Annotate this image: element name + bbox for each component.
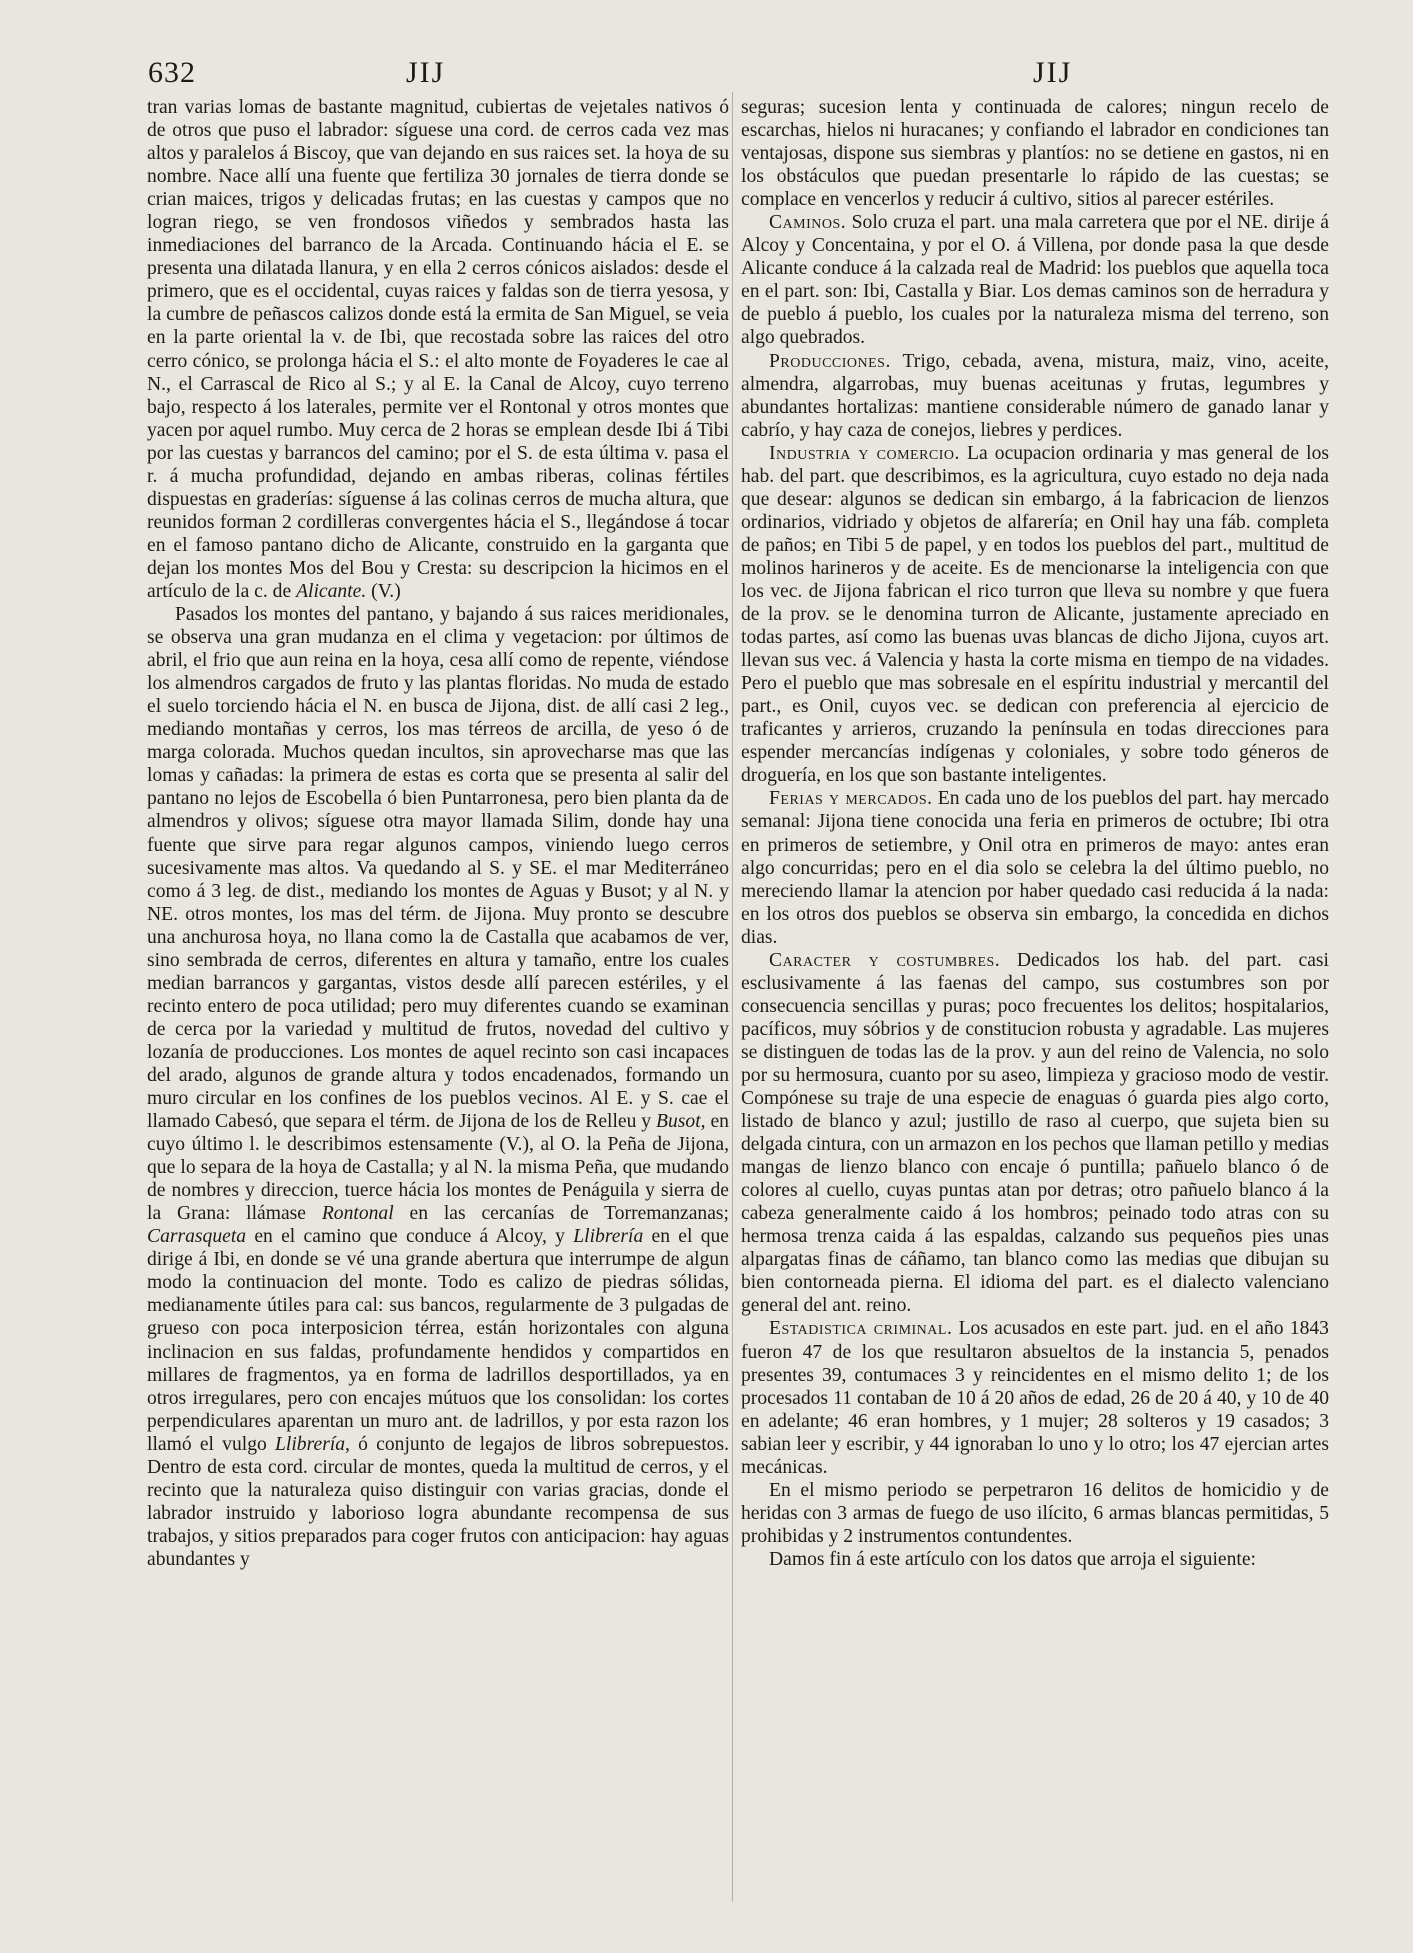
italic-ref: Rontonal xyxy=(321,1203,394,1225)
paragraph: Damos fin á este artículo con los datos que arroja el siguiente: xyxy=(769,1548,1256,1570)
italic-ref: Alicante. xyxy=(296,580,367,602)
paragraph: seguras; sucesion lenta y continuada de calores; ningun recelo de escarchas, hielos ni huracanes; y confiando el labrador en condiciones tan ventajosas, dispone sus siembras y plantíos: no se detiene en gastos, ni en los obstáculos que puedan presentarle lo rápido de las cuestas; se complace en vencerlos y reducir á cultivo, sitios al parecer estériles. xyxy=(741,97,1329,211)
section-heading: Estadistica criminal. xyxy=(769,1318,953,1340)
text-run: (V.) xyxy=(366,580,401,602)
section-caracter xyxy=(741,949,1329,1318)
text-run: Trigo, cebada, avena, mistura, maiz, vino, aceite, almendra, algarrobas, muy buenas aceitunas y frutas, legumbres y abundantes hortalizas: mantiene considerable número de ganado lanar y cabrío, y hay caza de conejos, liebres y perdices. xyxy=(741,350,1329,441)
running-head-left: JIJ xyxy=(406,56,446,89)
column-divider xyxy=(732,92,733,1902)
text-run: La ocupacion ordinaria y mas general de los hab. del part. que describimos, es la agricultura, cuyo estado no deja nada que desear: algunos se dedican sin embargo, á la fabricacion de lienzos ordinarios, vidriado y objetos de alfarería; en Onil hay una fáb. completa de paños; en Tibi 5 de papel, y en todos los pueblos del part., multitud de molinos harineros y de aceite. Es de mencionarse la inteligencia con que los vec. de Jijona fabrican el rico turron que lleva su nombre y que fuera de la prov. se le denomina turron de Alicante, justamente apreciado en todas partes, así como las buenas uvas blancas de dicho Jijona, cuyos art. llevan sus vec. á Valencia y hasta la corte misma en tiempo de na vidades. Pero el pueblo que mas sobresale en el espíritu industrial y mercantil del part., es Onil, cuyos vec. se dedican con preferencia al ejercicio de traficantes y arrieros, cruzando la península en todas direcciones para espender mercancías indígenas y coloniales, y sobre todo géneros de droguería, en los que son bastante inteligentes. xyxy=(741,442,1329,787)
running-head-right: JIJ xyxy=(1033,56,1073,89)
left-column xyxy=(147,96,729,1926)
section-heading: Ferias y mercados. xyxy=(769,788,933,810)
section-producciones xyxy=(741,350,1329,442)
italic-ref: Carrasqueta xyxy=(147,1226,247,1248)
text-run: En cada uno de los pueblos del part. hay mercado semanal: Jijona tiene conocida una feria en primeros de octubre; Ibi otra en primeros de setiembre, y Onil otra en primeros de mayo: antes eran algo concurridas; pero en el dia solo se celebra la del último pueblo, no mereciendo llamar la atencion por haber quedado casi reducida á la nada: en los otros dos pueblos se observa sin embargo, la concedida en dichos dias. xyxy=(741,788,1329,948)
text-run: en el que dirige á Ibi, en donde se vé una grande abertura que interrumpe de algun modo la continuacion del monte. Todo es calizo de piedras sólidas, medianamente útiles para cal: sus bancos, regularmente de 3 pulgadas de grueso con poca interposicion térrea, están horizontales con alguna inclinacion en sus faldas, profundamente hendidos y compartidos en millares de fragmentos, ya en forma de ladrillos desportillados, ya en otros irregulares, pero con encajes mútuos que los consolidan: los cortes perpendiculares aparentan un muro ant. de ladrillos, y por esta razon los llamó el vulgo xyxy=(147,1226,729,1455)
text-run: tran varias lomas de bastante magnitud, cubiertas de vejetales nativos ó de otros que puso el labrador: síguese una cord. de cerros cada vez mas altos y paralelos á Biscoy, que van dejando en sus raices set. la hoya de su nombre. Nace allí una fuente que fertiliza 30 jornales de tierra donde se crian maices, trigos y delicadas frutas; en las cuestas y campos que no logran riego, se ven frondosos viñedos y sembrados hasta las inmediaciones del barranco de la Arcada. Continuando hácia el E. se presenta una dilatada llanura, y en ella 2 cerros cónicos aislados: desde el primero, que es el occidental, cuyas raices y faldas son de tierra yesosa, y la cumbre de peñascos calizos donde está la ermita de San Miguel, se veia en la parte oriental la v. de Ibi, que recostada sobre las raices del otro cerro cónico, se prolonga hácia el S.: el alto monte de Foyaderes le cae al N., el Carrascal de Rico al S.; y al E. la Canal de Alcoy, cuyo terreno bajo, respecto á los laterales, permite ver el Rontonal y otros montes que yacen por aquel rumbo. Muy cerca de 2 horas se emplean desde Ibi á Tibi por las cuestas y barrancos del camino; por el S. de esta última v. pasa el r. á mucha profundidad, dejando en ambas riberas, colinas fértiles dispuestas en graderías: síguense á las colinas cerros de mucha altura, que reunidos forman 2 cordilleras convergentes hácia el S., llegándose á tocar en el famoso pantano dicho de Alicante, construido en la garganta que dejan los montes Mos del Bou y Cresta: su descripcion la hicimos en el artículo de la c. de xyxy=(147,97,729,602)
section-estadistica xyxy=(741,1317,1329,1478)
page-number: 632 xyxy=(148,56,196,89)
section-ferias xyxy=(741,787,1329,948)
section-caminos xyxy=(741,211,1329,349)
text-run: ó conjunto de legajos de libros sobrepuestos. Dentro de esta cord. circular de montes, queda la multitud de cerros, y el recinto que la naturaleza quiso distinguir con varias gracias, donde el labrador instruido y laborioso logra abundante recompensa de sus trabajos, y sitios preparados para coger frutos con anticipacion: hay aguas abundantes y xyxy=(147,1433,729,1570)
italic-ref: Llibrería, xyxy=(275,1433,350,1455)
text-run: Dedicados los hab. del part. casi esclusivamente á las faenas del campo, sus costumbres son por consecuencia sencillas y puras; poco frecuentes los delitos; hospitalarios, pacíficos, muy sóbrios y de constitucion robusta y agradable. Las mujeres se distinguen de todas las de la prov. y aun del reino de Valencia, no solo por su hermosura, cuanto por su aseo, limpieza y gracioso modo de vestir. Compónese su traje de una especie de enaguas ó guarda pies algo corto, listado de blanco y azul; justillo de raso al cuerpo, que sujeta bien su delgada cintura, con un armazon en los pechos que llaman petillo y medias mangas de lienzo blanco con encaje ó puntilla; pañuelo blanco ó de colores al cuello, cuyas puntas atan por detras; otro pañuelo blanco á la cabeza generalmente caido á los hombros; peinado todo atras con su hermosa trenza caida á las espaldas, calzando sus pequeños pies unas alpargatas finas de cáñamo, tan blanco como las medias que dibujan su bien contorneada pierna. El idioma del part. es el dialecto valenciano general del ant. reino. xyxy=(741,949,1329,1317)
italic-ref: Llibrería xyxy=(573,1226,644,1248)
italic-ref: Busot, xyxy=(656,1111,706,1133)
section-heading: Industria y comercio. xyxy=(769,442,960,464)
text-run: en el camino que conduce á Alcoy, y xyxy=(246,1226,574,1248)
section-heading: Caracter y costumbres. xyxy=(769,949,1001,971)
text-run: en las cercanías de Torremanzanas; xyxy=(393,1203,729,1225)
section-heading: Caminos. xyxy=(769,212,847,234)
text-run: Los acusados en este part. jud. en el año 1843 fueron 47 de los que resultaron absueltos de la instancia 5, penados presentes 39, contumaces 3 y reincidentes en el mismo delito 1; de los procesados 11 contaban de 10 á 20 años de edad, 26 de 20 á 40, y 10 de 40 en adelante; 46 eran hombres, y 1 mujer; 28 solteros y 19 casados; 3 sabian leer y escribir, y 44 ignoraban lo uno y lo otro; los 47 ejercian artes mecánicas. xyxy=(741,1318,1329,1478)
section-heading: Producciones. xyxy=(769,350,891,372)
text-run: en cuyo último l. le describimos estensamente (V.), al O. la Peña de Jijona, que lo separa de la hoya de Castalla; y al N. la misma Peña, que mudando de nombres y direccion, tuerce hácia los montes de Penáguila y sierra de la Grana: llámase xyxy=(147,1111,729,1225)
section-industria xyxy=(741,442,1329,788)
right-column xyxy=(741,96,1329,1926)
paragraph: En el mismo periodo se perpetraron 16 delitos de homicidio y de heridas con 3 armas de fuego de uso ilícito, 6 armas blancas permitidas, 5 prohibidas y 2 instrumentos contundentes. xyxy=(741,1479,1329,1547)
paragraph xyxy=(147,603,729,1571)
text-run: Solo cruza el part. una mala carretera que por el NE. dirije á Alcoy y Concentaina, y por el O. á Villena, por donde pasa la que desde Alicante conduce á la calzada real de Madrid: los pueblos que aquella toca en el part. son: Ibi, Castalla y Biar. Los demas caminos son de herradura y de pueblo á pueblo, los cuales por la naturaleza misma del terreno, son algo quebrados. xyxy=(741,212,1329,349)
text-run: Pasados los montes del pantano, y bajando á sus raices meridionales, se observa una gran mudanza en el clima y vegetacion: por últimos de abril, el frio que aun reina en la hoya, cesa allí como de repente, viéndose los almendros cargados de fruto y las plantas floridas. No muda de estado el suelo torciendo hácia el N. en busca de Jijona, dist. de allí casi 2 leg., mediando montañas y cerros, los mas térreos de arcilla, de yeso ó de marga colorada. Muchos quedan incultos, sin aprovecharse mas que las lomas y cañadas: la primera de estas es corta que se presenta al salir del pantano no lejos de Escobella ó bien Puntarronesa, pero bien planta da de almendros y olivos; síguese otra mayor llamada Silim, donde hay una fuente que sirve para regar algunos campos, viniendo luego cerros sucesivamente mas altos. Va quedando al S. y SE. el mar Mediterráneo como á 3 leg. de dist., mediando los montes de Aguas y Busot; y al N. y NE. otros montes, los mas del térm. de Jijona. Muy pronto se descubre una anchurosa hoya, no llana como la de Castalla que acabamos de ver, sino sembrada de cerros, diferentes en altura y tamaño, entre los cuales median barrancos y gargantas, vistos desde allí parecen estériles, y el recinto entero de poca utilidad; pero muy diferentes cuando se examinan de cerca por la variedad y multitud de frutos, novedad del cultivo y lozanía de producciones. Los montes de aquel recinto son casi incapaces del arado, algunos de grande altura y todos encadenados, formando un muro circular en los confines de los pueblos vecinos. Al E. y S. cae el llamado Cabesó, que separa el térm. de Jijona de los de Relleu y xyxy=(147,604,729,1133)
paragraph xyxy=(147,96,729,603)
